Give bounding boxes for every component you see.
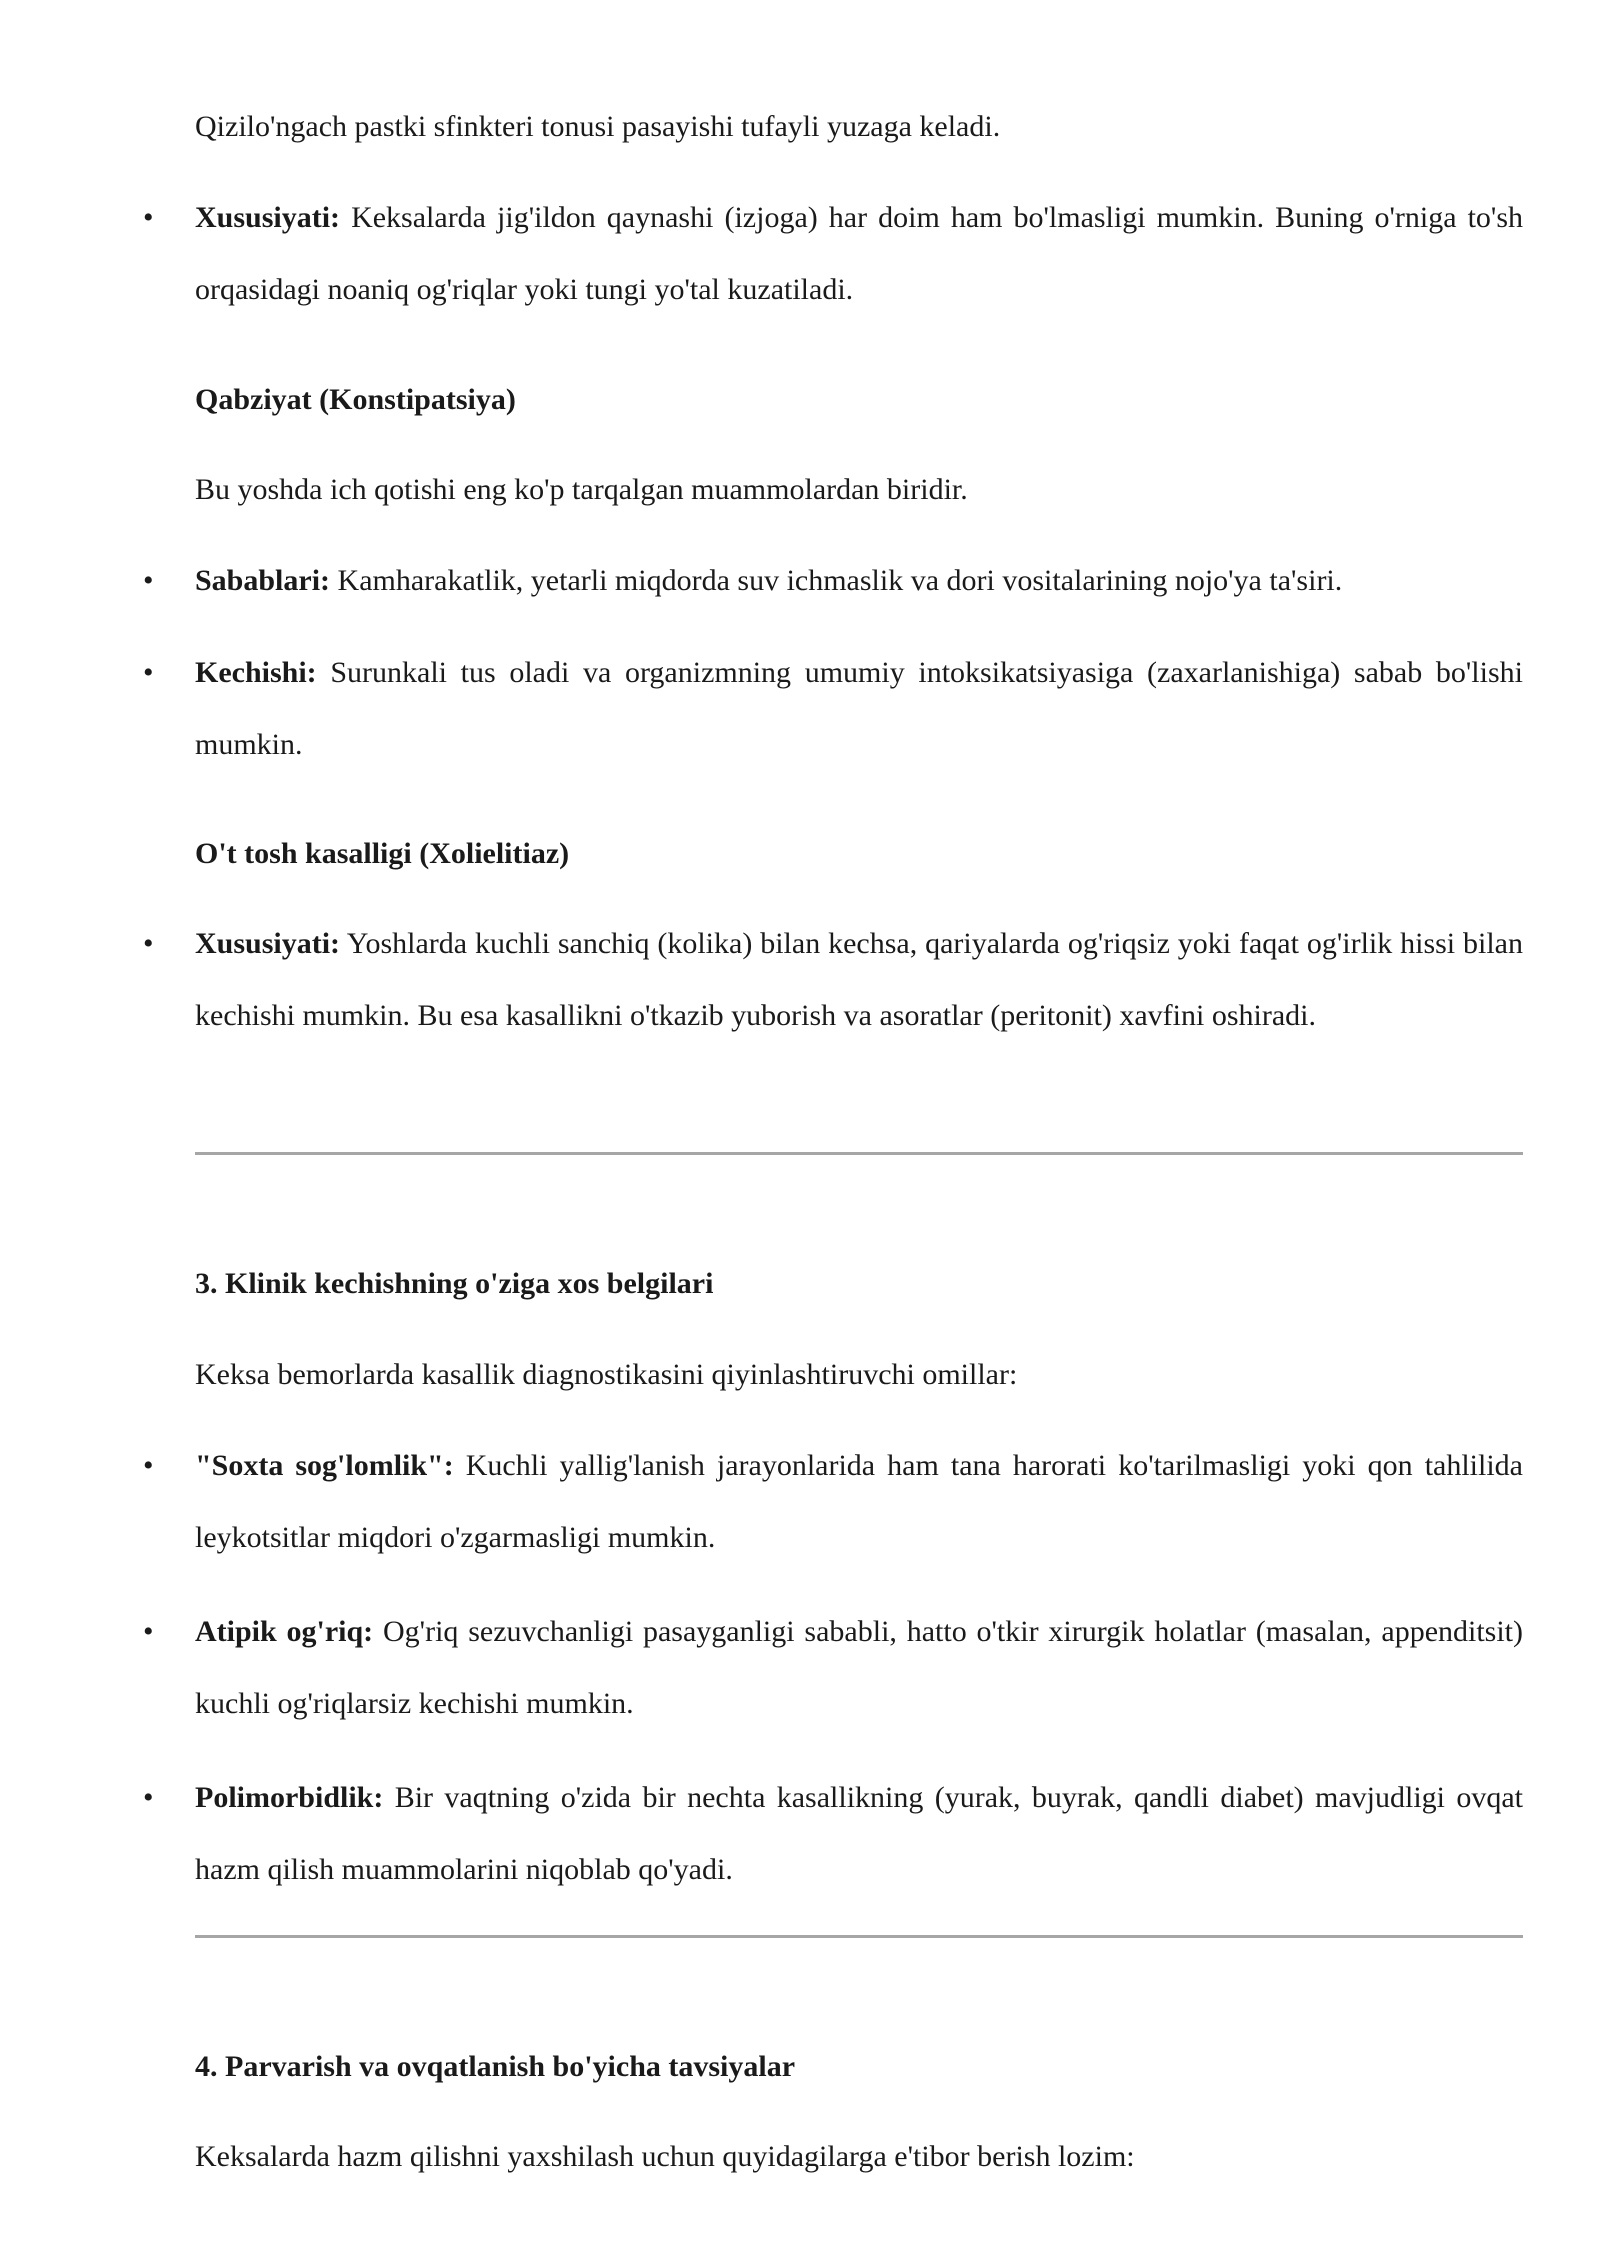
list-item	[143, 1762, 1523, 1906]
list-item-label: "Soxta sog'lomlik":	[195, 1449, 454, 1482]
subheading-qabziyat: Qabziyat (Konstipatsiya)	[195, 383, 516, 416]
list-item	[143, 545, 1523, 617]
bullet-icon: •	[143, 1615, 154, 1648]
paragraph-section-3: Keksa bemorlarda kasallik diagnostikasini qiyinlashtiruvchi omillar:	[195, 1358, 1018, 1391]
list-item-body: Keksalarda jig'ildon qaynashi (izjoga) har doim ham bo'lmasligi mumkin. Buning o'rniga to'sh orqasidagi noaniq og'riqlar yoki tungi yo'tal kuzatiladi.	[195, 201, 1523, 306]
list-item	[143, 1596, 1524, 1740]
list-item-text	[195, 908, 1523, 1052]
list-item-body: Yoshlarda kuchli sanchiq (kolika) bilan kechsa, qariyalarda og'riqsiz yoki faqat og'irlik hissi bilan kechishi mumkin. Bu esa kasallikni o'tkazib yuborish va asoratlar (peritonit) xavfini oshiradi.	[195, 927, 1523, 1032]
list-item-label: Kechishi:	[195, 656, 317, 689]
bullet-icon: •	[143, 656, 154, 689]
bullet-icon: •	[143, 1781, 154, 1814]
intro-paragraph: Qizilo'ngach pastki sfinkteri tonusi pasayishi tufayli yuzaga keladi.	[195, 110, 1001, 143]
list-item-text	[195, 1596, 1523, 1740]
list-item	[143, 1430, 1523, 1574]
list-item-body: Kamharakatlik, yetarli miqdorda suv ichmaslik va dori vositalarining nojo'ya ta'siri.	[330, 564, 1343, 597]
list-item-text	[195, 182, 1523, 326]
list-item-label: Xususiyati:	[195, 201, 341, 234]
paragraph-section-4: Keksalarda hazm qilishni yaxshilash uchun quyidagilarga e'tibor berish lozim:	[195, 2140, 1135, 2173]
bullet-icon: •	[143, 927, 154, 960]
list-item-body: Og'riq sezuvchanligi pasayganligi sababli, hatto o'tkir xirurgik holatlar (masalan, appenditsit) kuchli og'riqlarsiz kechishi mumkin.	[195, 1615, 1524, 1720]
list-item-label: Xususiyati:	[195, 927, 341, 960]
section-heading-3: 3. Klinik kechishning o'ziga xos belgilari	[195, 1267, 714, 1300]
list-item-body: Bir vaqtning o'zida bir nechta kasallikning (yurak, buyrak, qandli diabet) mavjudligi ovqat hazm qilish muammolarini niqoblab qo'yadi.	[195, 1781, 1523, 1886]
list-item	[143, 908, 1523, 1052]
list-item-text	[195, 1762, 1523, 1906]
list-item-text	[195, 1430, 1523, 1574]
section-divider	[195, 1152, 1523, 1155]
list-item-text	[195, 545, 1523, 617]
list-item-body: Kuchli yallig'lanish jarayonlarida ham tana harorati ko'tarilmasligi yoki qon tahlilida leykotsitlar miqdori o'zgarmasligi mumkin.	[195, 1449, 1523, 1554]
bullet-icon: •	[143, 201, 154, 234]
subheading-ottosh: O't tosh kasalligi (Xolielitiaz)	[195, 837, 570, 870]
list-item-text	[195, 637, 1523, 781]
list-item	[143, 637, 1523, 781]
bullet-icon: •	[143, 564, 154, 597]
paragraph-qabziyat: Bu yoshda ich qotishi eng ko'p tarqalgan muammolardan biridir.	[195, 473, 968, 506]
list-item-label: Sabablari:	[195, 564, 331, 597]
list-item-label: Polimorbidlik:	[195, 1781, 384, 1814]
bullet-icon: •	[143, 1449, 154, 1482]
list-item-body: Surunkali tus oladi va organizmning umumiy intoksikatsiyasiga (zaxarlanishiga) sabab bo'lishi mumkin.	[195, 656, 1523, 761]
list-item	[143, 182, 1523, 326]
section-divider	[195, 1935, 1523, 1938]
section-heading-4: 4. Parvarish va ovqatlanish bo'yicha tavsiyalar	[195, 2050, 796, 2083]
list-item-label: Atipik og'riq:	[195, 1615, 374, 1648]
